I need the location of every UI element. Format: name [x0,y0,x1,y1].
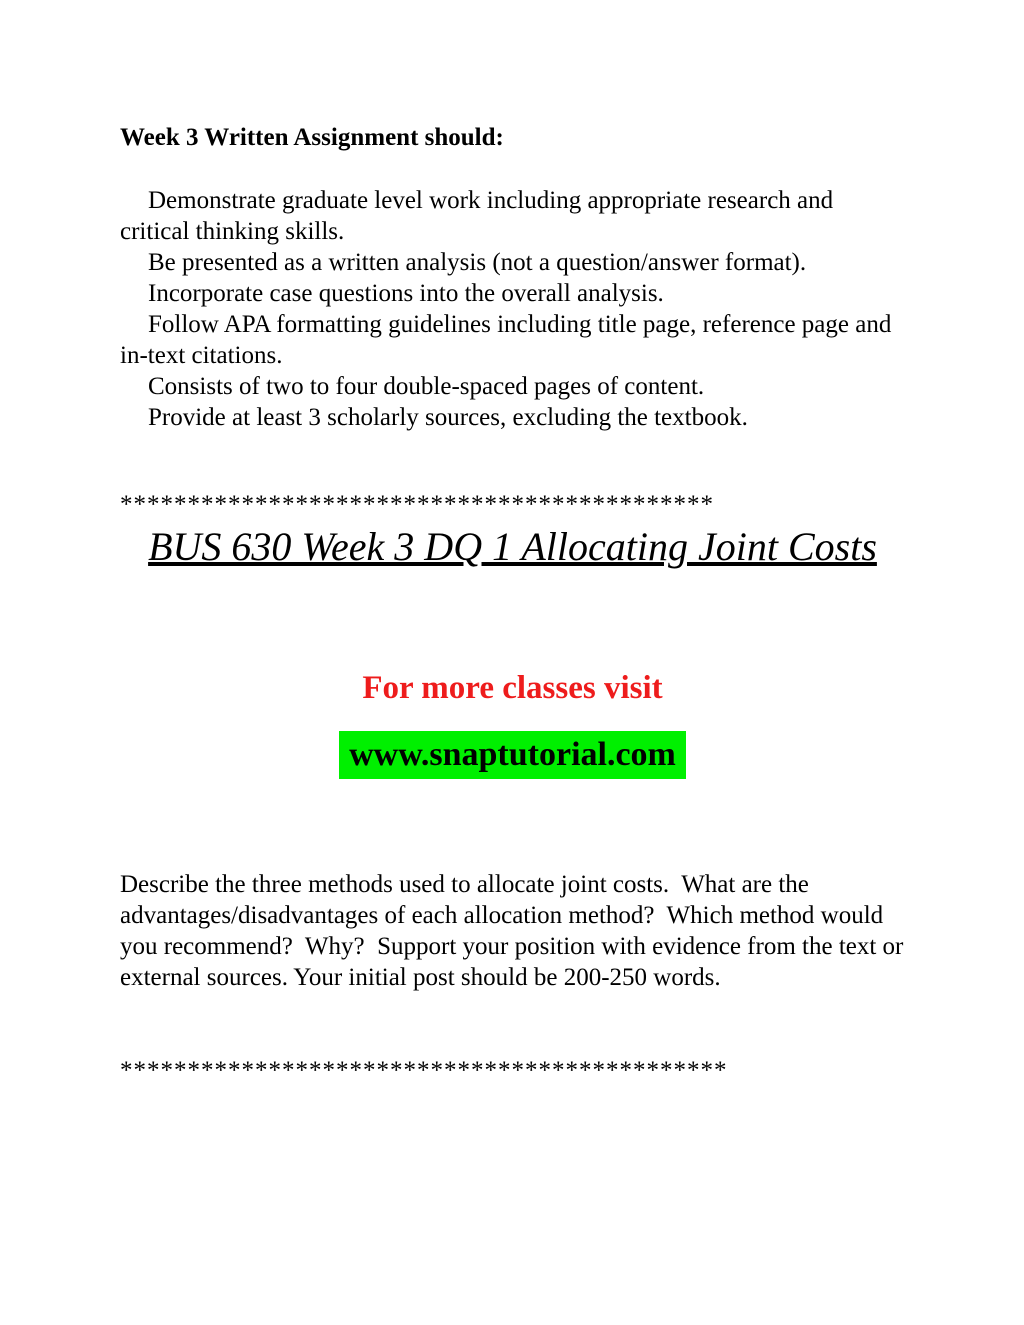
requirement-item-5: Consists of two to four double-spaced pages of content. [148,373,705,400]
requirement-item-6: Provide at least 3 scholarly sources, excluding the textbook. [148,404,748,431]
asterisk-separator-bottom: ********************************************* [120,1057,728,1084]
promo-visit-line: For more classes visit [362,670,663,706]
promo-link[interactable]: www.snaptutorial.com [339,731,686,779]
requirement-item-2: Be presented as a written analysis (not a question/answer format). [148,249,807,276]
requirement-item-4: Follow APA formatting guidelines including title page, reference page and in-text citations. [120,311,892,369]
promo-link-row [120,731,905,779]
course-title: BUS 630 Week 3 DQ 1 Allocating Joint Costs [148,524,877,569]
question-paragraph: Describe the three methods used to allocate joint costs. What are the advantages/disadvantages of each allocation method? Which method would you recommend? Why? Support your position with evidence from the text or external sources. Your initial post should be 200-250 words. [120,871,910,991]
asterisk-separator-top: ******************************************** [120,491,714,518]
requirement-item-3: Incorporate case questions into the overall analysis. [148,280,664,307]
requirement-item-1: Demonstrate graduate level work including appropriate research and critical thinking skills. [120,187,834,245]
assignment-heading: Week 3 Written Assignment should: [120,124,504,151]
